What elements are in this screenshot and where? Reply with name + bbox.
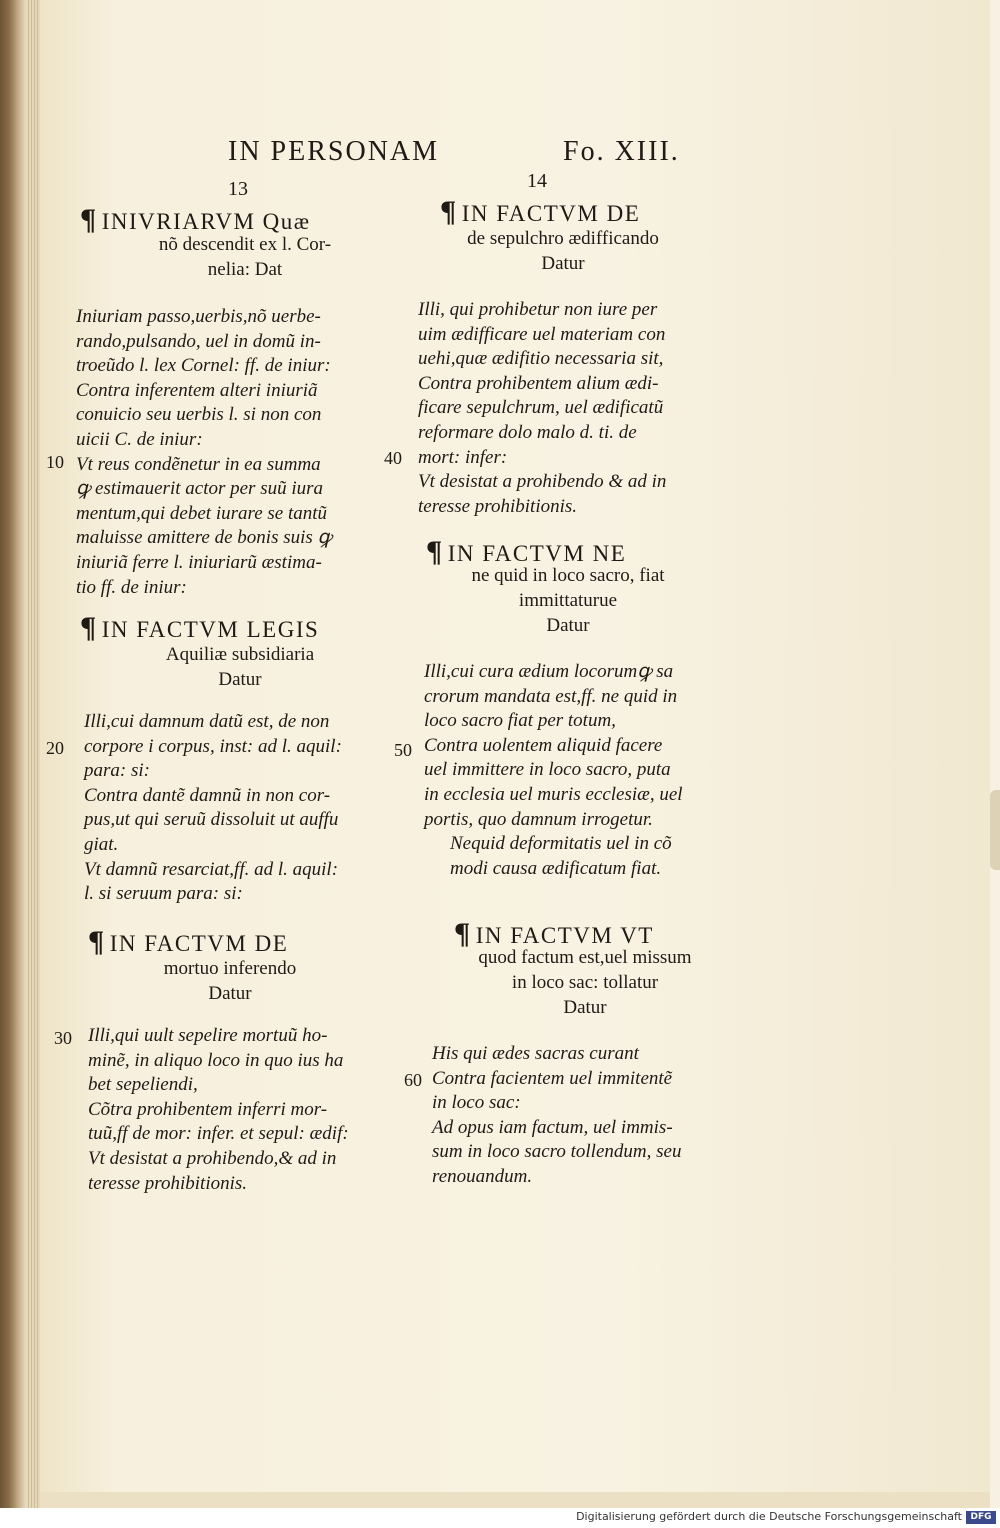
subheading-line: Datur — [563, 997, 607, 1018]
text-line: in loco sac: — [432, 1092, 521, 1114]
pilcrow-icon: ¶ — [440, 195, 458, 228]
text-line: mentum,qui debet iurare se tantũ — [76, 502, 328, 524]
text-line: loco sacro fiat per totum, — [424, 710, 616, 732]
text-line: crorum mandata est,ff. ne quid in — [424, 685, 678, 707]
subheading-line: Datur — [218, 669, 262, 690]
text-line: teresse prohibitionis. — [88, 1172, 248, 1194]
text-line: Illi,cui cura ædium locorumꝙ sa — [424, 661, 674, 682]
text-line: uicii C. de iniur: — [76, 428, 203, 450]
subheading-line: nõ descendit ex l. Cor- — [158, 234, 332, 255]
text-line: iniuriã ferre l. iniuriarũ æstima- — [76, 551, 322, 573]
text-line: Illi, qui prohibetur non iure per — [418, 299, 658, 320]
text-line: modi causa ædificatum fiat. — [450, 857, 662, 879]
section-paragraph — [432, 1042, 681, 1190]
pilcrow-icon: ¶ — [80, 203, 98, 236]
text-line: minẽ, in aliquo loco in quo ius ha — [88, 1049, 344, 1071]
text-line: tio ff. de iniur: — [76, 576, 187, 598]
section-paragraph — [76, 305, 332, 600]
text-line: reformare dolo malo d. ti. de — [418, 421, 637, 443]
text-line: Vt desistat a prohibendo & ad in — [418, 471, 667, 493]
text-line: para: si: — [84, 760, 150, 782]
subheading-line: Datur — [208, 983, 252, 1004]
text-line: uim ædifficare uel materiam con — [418, 323, 666, 345]
text-line: Vt desistat a prohibendo,& ad in — [88, 1147, 337, 1169]
text-line: His qui ædes sacras curant — [432, 1043, 639, 1064]
line-number: 10 — [46, 452, 64, 472]
pilcrow-icon: ¶ — [88, 925, 106, 958]
text-line: sum in loco sacro tollendum, seu — [432, 1141, 682, 1163]
subheading-line: immittaturue — [518, 590, 618, 611]
text-line: bet sepeliendi, — [88, 1074, 198, 1096]
subheading-line: mortuo inferendo — [163, 958, 297, 979]
text-line: Contra prohibentem alium ædi- — [418, 372, 659, 394]
pilcrow-icon: ¶ — [454, 917, 472, 950]
book-spine — [0, 0, 26, 1508]
heading-text: IN FACTVM DE — [461, 201, 641, 226]
text-line: Contra facientem uel immitentẽ — [432, 1067, 673, 1089]
page-tab — [990, 790, 1000, 870]
subheading-line: de sepulchro ædifficando — [467, 228, 659, 249]
funding-credit: Digitalisierung gefördert durch die Deutsche Forschungsgemeinschaft — [576, 1510, 962, 1523]
section-subheading — [418, 563, 718, 638]
subheading-line: ne quid in loco sacro, fiat — [471, 565, 665, 586]
text-line: in ecclesia uel muris ecclesiæ, uel — [424, 783, 683, 805]
text-line: conuicio seu uerbis l. si non con — [76, 404, 322, 426]
text-line: Contra dantẽ damnũ in non cor- — [84, 784, 331, 806]
section-heading — [80, 611, 320, 644]
section-heading — [88, 925, 289, 958]
line-number: 20 — [46, 738, 64, 758]
text-line: Ad opus iam factum, uel immis- — [432, 1116, 673, 1138]
subheading-line: Datur — [541, 253, 585, 274]
text-line: mort: infer: — [418, 446, 508, 468]
text-line: Iniuriam passo,uerbis,nõ uerbe- — [76, 306, 321, 327]
text-line: uehi,quæ ædifitio necessaria sit, — [418, 348, 664, 370]
line-number: 30 — [54, 1028, 72, 1048]
text-line: giat. — [84, 833, 119, 855]
text-line: l. si seruum para: si: — [84, 883, 243, 905]
pilcrow-icon: ¶ — [80, 611, 98, 644]
section-number: 14 — [527, 170, 547, 192]
section-number: 13 — [228, 178, 248, 200]
subheading-line: Aquiliæ subsidiaria — [165, 644, 315, 665]
text-line: renouandum. — [432, 1165, 533, 1187]
subheading-line: Datur — [546, 615, 590, 636]
text-line: Illi,cui damnum datũ est, de non — [84, 711, 330, 732]
section-heading — [440, 195, 641, 228]
text-line: rando,pulsando, uel in domũ in- — [76, 330, 321, 352]
heading-text: IN FACTVM LEGIS — [101, 617, 320, 642]
text-line: Contra uolentem aliquid facere — [424, 734, 663, 756]
digitization-footer — [0, 1508, 1000, 1528]
line-number: 60 — [404, 1070, 422, 1090]
text-line: pus,ut qui seruũ dissoluit ut auffu — [84, 809, 339, 831]
section-paragraph — [88, 1024, 349, 1196]
heading-text: IN FACTVM VT — [475, 923, 654, 948]
text-line: Illi,qui uult sepelire mortuũ ho- — [88, 1025, 328, 1046]
pilcrow-icon: ¶ — [426, 535, 444, 568]
text-line: teresse prohibitionis. — [418, 495, 578, 517]
text-line: Cõtra prohibentem inferri mor- — [88, 1098, 328, 1120]
section-paragraph — [84, 710, 342, 907]
page-stack-edge — [26, 0, 40, 1508]
dfg-logo: DFG — [966, 1511, 996, 1524]
text-line: uel immittere in loco sacro, puta — [424, 759, 671, 781]
section-subheading — [110, 232, 380, 282]
section-paragraph — [424, 660, 683, 881]
line-number: 40 — [384, 448, 402, 468]
section-subheading — [418, 226, 708, 276]
text-line: portis, quo damnum irrogetur. — [424, 808, 653, 830]
text-line: corpore i corpus, inst: ad l. aquil: — [84, 735, 342, 757]
running-header-title: IN PERSONAM — [228, 136, 440, 167]
text-line: maluisse amittere de bonis suis ꝙ — [76, 527, 332, 549]
text-line: Contra inferentem alteri iniuriã — [76, 379, 318, 401]
text-line: Vt reus condẽnetur in ea summa — [76, 453, 321, 475]
text-line: tuũ,ff de mor: infer. et sepul: ædif: — [88, 1123, 349, 1145]
section-paragraph — [418, 298, 666, 519]
subheading-line: quod factum est,uel missum — [478, 947, 692, 968]
text-line: Vt damnũ resarciat,ff. ad l. aquil: — [84, 858, 339, 880]
section-subheading — [440, 945, 730, 1020]
heading-text: INIVRIARVM Quæ — [101, 209, 311, 234]
section-subheading — [105, 642, 375, 692]
text-line: troeũdo l. lex Cornel: ff. de iniur: — [76, 355, 331, 377]
text-line: ꝙ estimauerit actor per suũ iura — [76, 478, 324, 500]
section-subheading — [95, 956, 365, 1006]
line-number: 50 — [394, 740, 412, 760]
subheading-line: in loco sac: tollatur — [511, 972, 659, 993]
page-bottom-edge — [40, 1492, 990, 1508]
heading-text: IN FACTVM DE — [109, 931, 289, 956]
subheading-line: nelia: Dat — [207, 259, 283, 280]
heading-text: IN FACTVM NE — [447, 541, 627, 566]
folio-number: Fo. XIII. — [563, 136, 680, 167]
text-line: Nequid deformitatis uel in cõ — [450, 833, 672, 855]
text-line: ficare sepulchrum, uel ædificatũ — [418, 397, 664, 419]
